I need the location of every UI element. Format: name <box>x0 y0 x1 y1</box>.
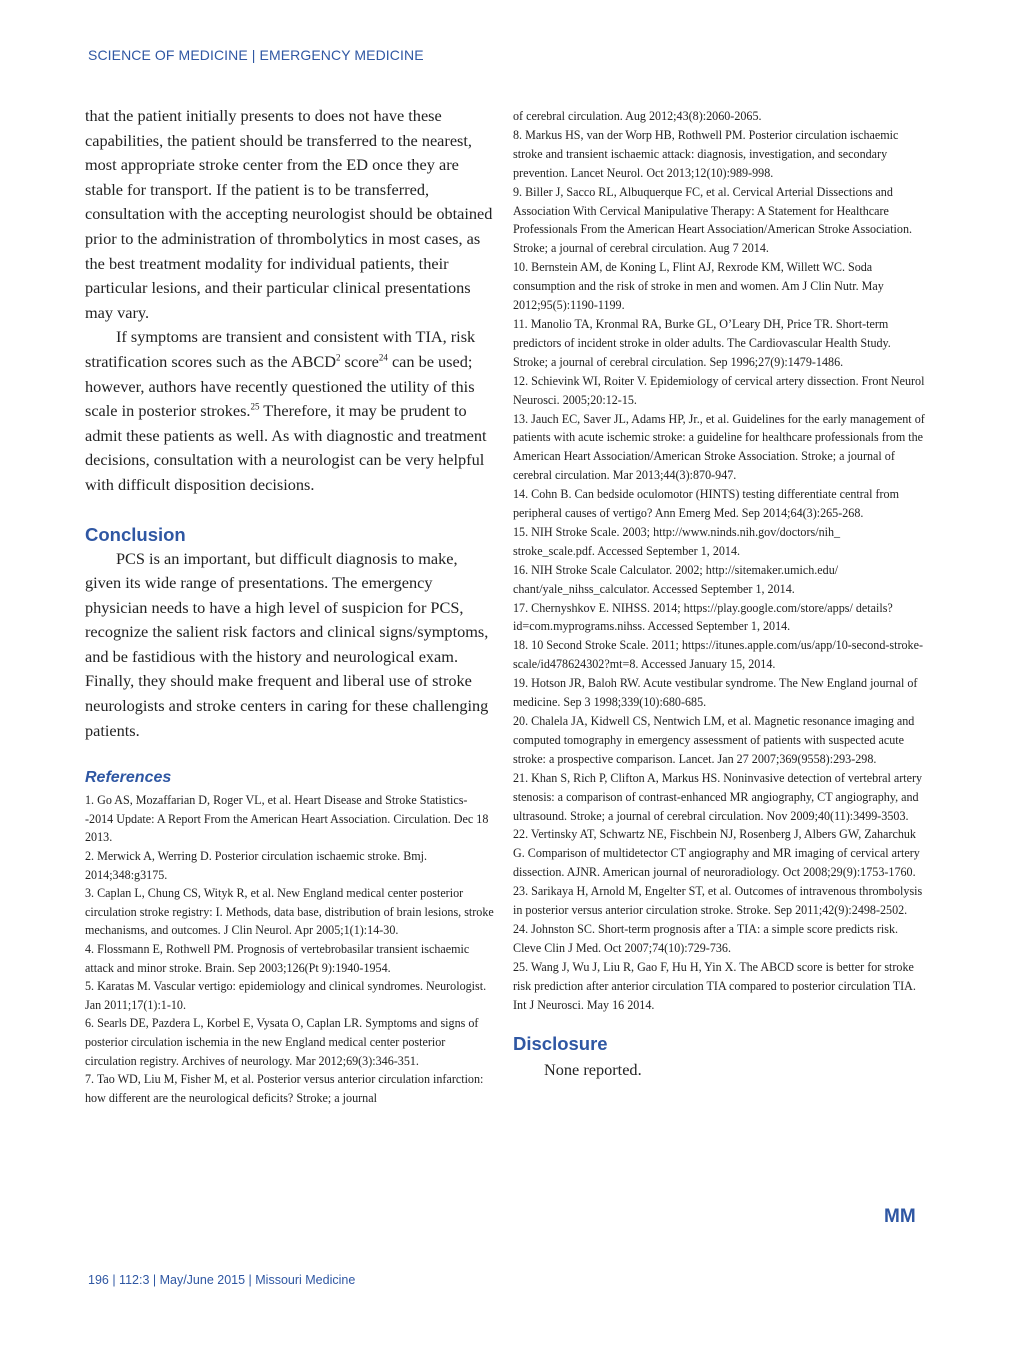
reference-item: 3. Caplan L, Chung CS, Wityk R, et al. New England medical center posterior circulation stroke registry: I. Methods, data base, distribution of brain lesions, stroke mechanisms, and outcomes. J Clin Neurol. Apr 2005;1(1):14-30. <box>85 886 494 938</box>
reference-item: 1. Go AS, Mozaffarian D, Roger VL, et al. Heart Disease and Stroke Statistics--2014 Update: A Report From the American Heart Association. Circulation. Dec 18 2013. <box>85 793 489 845</box>
reference-item: 4. Flossmann E, Rothwell PM. Prognosis of vertebrobasilar transient ischaemic attack and minor stroke. Brain. Sep 2003;126(Pt 9):1940-1954. <box>85 942 470 975</box>
para2-text-a: If symptoms are transient and consistent with TIA, risk stratification scores such as the ABCD <box>85 327 476 371</box>
reference-item: 5. Karatas M. Vascular vertigo: epidemiology and clinical syndromes. Neurologist. Jan 2011;17(1):1-10. <box>85 979 487 1012</box>
conclusion-heading: Conclusion <box>85 523 186 545</box>
reference-item: 24. Johnston SC. Short-term prognosis after a TIA: a simple score predicts risk. Cleve Clin J Med. Oct 2007;74(10):729-736. <box>513 921 899 955</box>
para2-text-b: score <box>340 351 379 371</box>
citation-24: 24 <box>378 352 388 363</box>
body-paragraph-1: that the patient initially presents to does not have these capabilities, the patient should be transferred to the nearest, most appropriate stroke center from the ED once they are stable for transport. If the patient is to be transferred, consultation with the accepting neurologist should be obtained prior to the administration of thrombolytics in most cases, as the best treatment modality for individual patients, their particular lesions, and their particular clinical presentations may vary. <box>85 106 493 322</box>
references-list-left <box>85 791 495 1107</box>
reference-item: 18. 10 Second Stroke Scale. 2011; https://itunes.apple.com/us/app/10-second-stroke-scale/id478624302?mt=8. Accessed January 15, 2014. <box>513 638 923 672</box>
page-footer: 196 | 112:3 | May/June 2015 | Missouri Medicine <box>88 1273 356 1287</box>
reference-item: 13. Jauch EC, Saver JL, Adams HP, Jr., et al. Guidelines for the early management of patients with acute ischemic stroke: a guideline for healthcare professionals from the American Heart Association/American Stroke Association. Stroke; a journal of cerebral circulation. Mar 2013;44(3):870-947. <box>513 411 925 483</box>
reference-item: 15. NIH Stroke Scale. 2003; http://www.ninds.nih.gov/doctors/nih_ stroke_scale.pdf. Accessed September 1, 2014. <box>513 524 841 558</box>
references-list-right <box>513 107 925 1015</box>
citation-25: 25 <box>250 401 260 412</box>
reference-item: 17. Chernyshkov E. NIHSS. 2014; https://play.google.com/store/apps/ details?id=com.myprograms.nihss. Accessed September 1, 2014. <box>513 600 893 634</box>
reference-item: 25. Wang J, Wu J, Liu R, Gao F, Hu H, Yin X. The ABCD score is better for stroke risk prediction after anterior circulation TIA compared to posterior circulation TIA. Int J Neurosci. May 16 2014. <box>513 959 916 1012</box>
references-heading: References <box>85 769 172 787</box>
reference-item: 19. Hotson JR, Baloh RW. Acute vestibular syndrome. The New England journal of medicine. Sep 3 1998;339(10):680-685. <box>513 676 918 710</box>
disclosure-text: None reported. <box>544 1059 642 1079</box>
reference-item: 7. Tao WD, Liu M, Fisher M, et al. Posterior versus anterior circulation infarction: how different are the neurological deficits? Stroke; a journal <box>85 1072 484 1105</box>
right-column <box>513 107 925 1082</box>
reference-item: 8. Markus HS, van der Worp HB, Rothwell PM. Posterior circulation ischaemic stroke and transient ischaemic attack: diagnosis, investigation, and secondary prevention. Lancet Neurol. Oct 2013;12(10):989-998. <box>513 127 899 180</box>
left-column <box>85 104 495 1107</box>
reference-item: of cerebral circulation. Aug 2012;43(8):2060-2065. <box>513 109 762 123</box>
reference-item: 10. Bernstein AM, de Koning L, Flint AJ, Rexrode KM, Willett WC. Soda consumption and the risk of stroke in men and women. Am J Clin Nutr. May 2012;95(5):1190-1199. <box>513 260 884 313</box>
reference-item: 12. Schievink WI, Roiter V. Epidemiology of cervical artery dissection. Front Neurol Neurosci. 2005;20:12-15. <box>513 373 925 407</box>
reference-item: 20. Chalela JA, Kidwell CS, Nentwich LM, et al. Magnetic resonance imaging and computed tomography in emergency assessment of patients with suspected acute stroke: a prospective comparison. Lancet. Jan 27 2007;369(9558):293-298. <box>513 714 915 766</box>
reference-item: 21. Khan S, Rich P, Clifton A, Markus HS. Noninvasive detection of vertebral artery stenosis: a comparison of contrast-enhanced MR angiography, CT angiography, and ultrasound. Stroke; a journal of cerebral circulation. Nov 2009;40(11):3499-3503. <box>513 770 923 823</box>
superscript-2: 2 <box>335 352 341 363</box>
reference-item: 16. NIH Stroke Scale Calculator. 2002; http://sitemaker.umich.edu/ chant/yale_nihss_calculator. Accessed September 1, 2014. <box>513 562 839 596</box>
reference-item: 14. Cohn B. Can bedside oculomotor (HINTS) testing differentiate central from peripheral causes of vertigo? Ann Emerg Med. Sep 2014;64(3):265-268. <box>513 487 900 521</box>
missouri-medicine-logo: MM <box>884 1206 916 1227</box>
disclosure-heading: Disclosure <box>513 1032 608 1054</box>
reference-item: 22. Vertinsky AT, Schwartz NE, Fischbein NJ, Rosenberg J, Albers GW, Zaharchuk G. Comparison of multidetector CT angiography and MR imaging of cervical artery dissection. AJNR. American journal of neuroradiology. Oct 2008;29(9):1753-1760. <box>513 827 920 880</box>
reference-item: 2. Merwick A, Werring D. Posterior circulation ischaemic stroke. Bmj. 2014;348:g3175. <box>85 849 428 882</box>
reference-item: 9. Biller J, Sacco RL, Albuquerque FC, et al. Cervical Arterial Dissections and Association With Cervical Manipulative Therapy: A Statement for Healthcare Professionals From the American Heart Association/American Stroke Association. Stroke; a journal of cerebral circulation. Aug 7 2014. <box>513 184 913 256</box>
conclusion-paragraph: PCS is an important, but difficult diagnosis to make, given its wide range of presentations. The emergency physician needs to have a high level of suspicion for PCS, recognize the salient risk factors and clinical signs/symptoms, and be fastidious with the history and neurological exam. Finally, they should make frequent and liberal use of stroke neurologists and stroke centers in caring for these challenging patients. <box>85 548 489 740</box>
reference-item: 23. Sarikaya H, Arnold M, Engelter ST, et al. Outcomes of intravenous thrombolysis in posterior versus anterior circulation stroke. Stroke. Sep 2011;42(9):2498-2502. <box>513 884 923 918</box>
para2-text-d: Therefore, it may be prudent to admit these patients as well. As with diagnostic and treatment decisions, consultation with a neurologist can be very helpful with difficult disposition decisions. <box>85 401 487 494</box>
section-header: SCIENCE OF MEDICINE | EMERGENCY MEDICINE <box>88 47 424 63</box>
para2-text-c: can be used; however, authors have recently questioned the utility of this scale in posterior strokes. <box>85 351 475 421</box>
body-paragraph-2 <box>85 325 495 497</box>
reference-item: 6. Searls DE, Pazdera L, Korbel E, Vysata O, Caplan LR. Symptoms and signs of posterior circulation ischemia in the new England medical center posterior circulation registry. Archives of neurology. Mar 2012;69(3):346-351. <box>85 1016 479 1068</box>
reference-item: 11. Manolio TA, Kronmal RA, Burke GL, O’Leary DH, Price TR. Short-term predictors of incident stroke in older adults. The Cardiovascular Health Study. Stroke; a journal of cerebral circulation. Sep 1996;27(9):1479-1486. <box>513 316 891 369</box>
